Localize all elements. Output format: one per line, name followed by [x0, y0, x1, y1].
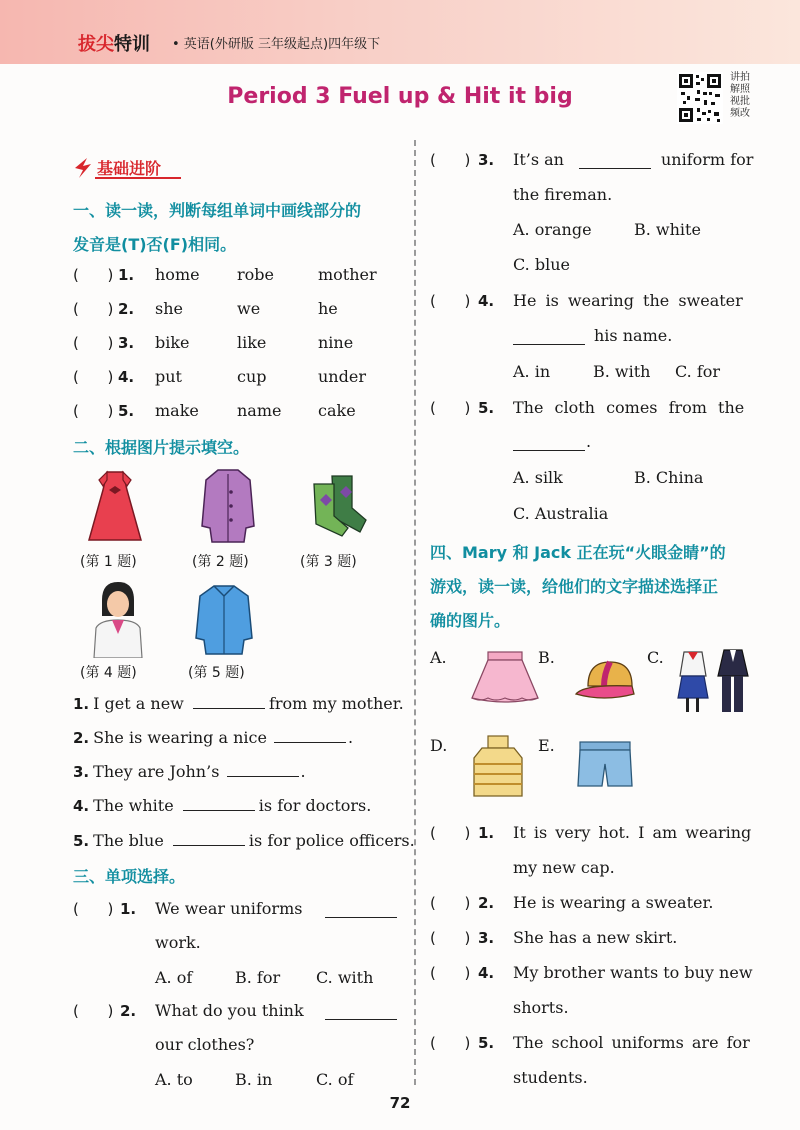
option-a: A. in	[513, 362, 551, 381]
answer-box[interactable]: ( )	[73, 334, 114, 352]
book-subtitle: • 英语(外研版 三年级起点)四年级下	[172, 37, 381, 52]
shirt-picture	[192, 580, 256, 658]
option-b: B. for	[235, 968, 281, 987]
item-text: is for doctors.	[258, 796, 372, 815]
qr-caption: 讲拍解照视批频改	[730, 72, 750, 119]
answer-box[interactable]: ( )	[430, 824, 471, 842]
fill-blank[interactable]	[173, 831, 245, 846]
answer-box[interactable]: ( )	[73, 266, 114, 284]
image-caption: (第 5 题)	[188, 665, 245, 681]
picture-label: B.	[538, 648, 555, 667]
coat-picture	[202, 470, 254, 542]
question-text: .	[586, 432, 592, 451]
word: he	[318, 299, 338, 318]
answer-box[interactable]: ( )	[430, 1034, 471, 1052]
item-text: They are John’s	[93, 762, 220, 781]
section4-title-line3: 确的图片。	[430, 611, 511, 630]
page-number: 72	[389, 1094, 411, 1112]
option-c: C. blue	[513, 255, 570, 274]
fill-blank[interactable]	[579, 154, 651, 169]
item-number: 5.	[478, 399, 495, 417]
picture-label: C.	[647, 648, 664, 667]
dress-picture	[85, 468, 145, 544]
section2-title: 二、根据图片提示填空。	[73, 438, 250, 457]
option-a: A. to	[155, 1070, 193, 1089]
word: bike	[155, 333, 190, 352]
column-divider	[414, 140, 416, 1085]
option-a: A. silk	[513, 468, 563, 487]
section3-title: 三、单项选择。	[73, 867, 186, 886]
item-text: I get a new	[93, 694, 184, 713]
fill-blank[interactable]	[325, 1005, 397, 1020]
answer-box[interactable]: ( )	[430, 292, 471, 310]
answer-box[interactable]: ( )	[430, 894, 471, 912]
item-text: She has a new skirt.	[513, 928, 678, 947]
picture-label: A.	[430, 648, 447, 667]
section4-title-line2: 游戏，读一读，给他们的文字描述选择正	[430, 577, 719, 596]
word: put	[155, 367, 182, 386]
item-text: .	[348, 728, 354, 747]
item-number: 4.	[478, 292, 495, 310]
option-a: A. of	[155, 968, 193, 987]
item-text: He is wearing a sweater.	[513, 893, 714, 912]
answer-box[interactable]: ( )	[430, 929, 471, 947]
answer-box[interactable]: ( )	[430, 399, 471, 417]
item-number: 4.	[118, 368, 135, 386]
option-c: C. of	[316, 1070, 354, 1089]
word: home	[155, 265, 200, 284]
section-label: 基础进阶	[97, 159, 162, 178]
section4-title-line1: 四、Mary 和 Jack 正在玩“火眼金睛”的	[430, 543, 726, 562]
item-number: 3.	[478, 151, 495, 169]
item-number: 2.	[118, 300, 135, 318]
question-text: uniform for	[661, 150, 754, 169]
list-item	[73, 796, 371, 815]
item-text: students.	[513, 1068, 588, 1087]
answer-box[interactable]: ( )	[430, 151, 471, 169]
option-b: B. white	[634, 220, 701, 239]
item-text: shorts.	[513, 998, 569, 1017]
item-number: 1.	[73, 695, 90, 713]
answer-box[interactable]: ( )	[73, 368, 114, 386]
item-text: my new cap.	[513, 858, 615, 877]
item-text: The white	[93, 796, 174, 815]
school-uniform-picture	[676, 646, 756, 716]
item-text: The school uniforms are for	[513, 1033, 750, 1052]
image-caption: (第 1 题)	[80, 554, 137, 570]
question-text: his name.	[594, 326, 673, 345]
question-text: He is wearing the sweater	[513, 291, 743, 310]
word: make	[155, 401, 199, 420]
item-text: .	[300, 762, 306, 781]
item-text: My brother wants to buy new	[513, 963, 753, 982]
option-c: C. for	[675, 362, 721, 381]
item-text: from my mother.	[268, 694, 404, 713]
item-text: is for police officers.	[248, 831, 415, 850]
item-number: 2.	[73, 729, 90, 747]
list-item	[73, 762, 306, 781]
item-number: 3.	[73, 763, 90, 781]
fill-blank[interactable]	[513, 330, 585, 345]
question-text: work.	[155, 933, 201, 952]
fill-blank[interactable]	[193, 694, 265, 709]
item-number: 3.	[478, 929, 495, 947]
word: nine	[318, 333, 354, 352]
fill-blank[interactable]	[325, 903, 397, 918]
word: like	[237, 333, 267, 352]
question-text: the fireman.	[513, 185, 613, 204]
word: name	[237, 401, 282, 420]
item-number: 4.	[73, 797, 90, 815]
word: mother	[318, 265, 377, 284]
fill-blank[interactable]	[183, 796, 255, 811]
list-item	[73, 831, 415, 850]
image-caption: (第 3 题)	[300, 554, 357, 570]
option-a: A. orange	[513, 220, 592, 239]
picture-label: D.	[430, 736, 448, 755]
option-c: C. with	[316, 968, 374, 987]
image-caption: (第 2 题)	[192, 554, 249, 570]
picture-label: E.	[538, 736, 555, 755]
answer-box[interactable]: ( )	[73, 900, 114, 918]
page-title: Period 3 Fuel up & Hit it big	[227, 84, 573, 109]
answer-box[interactable]: ( )	[430, 964, 471, 982]
item-number: 1.	[478, 824, 495, 842]
item-text: The blue	[93, 831, 164, 850]
fill-blank[interactable]	[513, 436, 585, 451]
fill-blank[interactable]	[227, 762, 299, 777]
item-number: 5.	[73, 832, 90, 850]
answer-box[interactable]: ( )	[73, 1002, 114, 1020]
item-number: 5.	[478, 1034, 495, 1052]
sweater-picture	[470, 734, 526, 800]
item-number: 2.	[120, 1002, 137, 1020]
answer-box[interactable]: ( )	[73, 300, 114, 318]
list-item	[73, 694, 404, 713]
qr-code-icon[interactable]	[677, 72, 723, 124]
socks-picture	[300, 472, 370, 538]
word: robe	[237, 265, 274, 284]
option-b: B. in	[235, 1070, 273, 1089]
item-number: 4.	[478, 964, 495, 982]
item-text: It is very hot. I am wearing	[513, 823, 752, 842]
cap-picture	[574, 656, 640, 704]
question-text: The cloth comes from the	[513, 398, 745, 417]
option-b: B. China	[634, 468, 704, 487]
fill-blank[interactable]	[274, 728, 346, 743]
shorts-picture	[576, 740, 634, 790]
skirt-picture	[468, 648, 542, 704]
question-text: It’s an	[513, 150, 564, 169]
word: cup	[237, 367, 267, 386]
doctor-picture	[88, 580, 148, 658]
word: cake	[318, 401, 356, 420]
item-number: 1.	[118, 266, 135, 284]
list-item	[73, 728, 353, 747]
section1-title-line1: 一、读一读，判断每组单词中画线部分的	[73, 201, 362, 220]
word: she	[155, 299, 183, 318]
item-number: 3.	[118, 334, 135, 352]
item-number: 1.	[120, 900, 137, 918]
answer-box[interactable]: ( )	[73, 402, 114, 420]
image-caption: (第 4 题)	[80, 665, 137, 681]
option-b: B. with	[593, 362, 651, 381]
word: under	[318, 367, 366, 386]
brand-logo: 拔尖特训	[78, 34, 150, 55]
section1-title-line2: 发音是(T)否(F)相同。	[73, 235, 237, 254]
item-text: She is wearing a nice	[93, 728, 267, 747]
question-text: What do you think	[155, 1001, 304, 1020]
option-c: C. Australia	[513, 504, 609, 523]
question-text: our clothes?	[155, 1035, 255, 1054]
item-number: 2.	[478, 894, 495, 912]
item-number: 5.	[118, 402, 135, 420]
word: we	[237, 299, 261, 318]
question-text: We wear uniforms	[155, 899, 303, 918]
